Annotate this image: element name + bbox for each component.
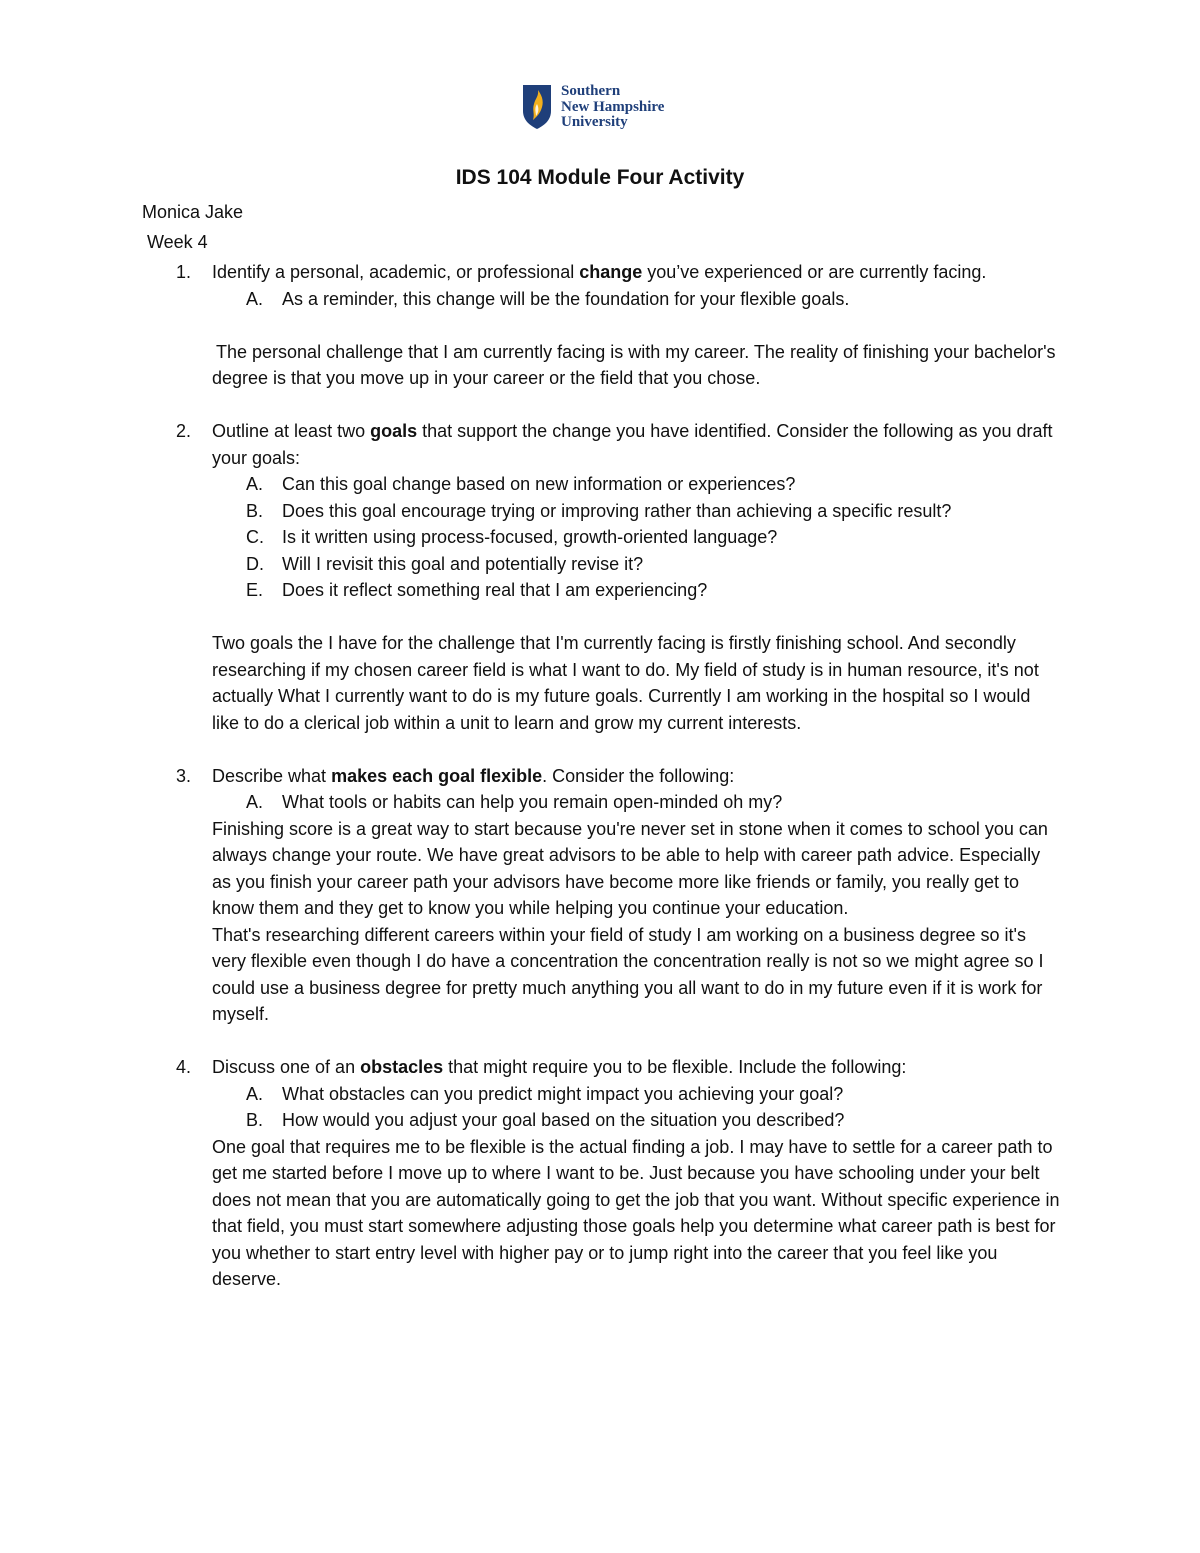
sub-question: [0, 1107, 1200, 1134]
sub-letter: A.: [246, 1083, 264, 1104]
sub-letter: D.: [246, 553, 264, 574]
sub-question: [0, 524, 1200, 551]
sub-text: How would you adjust your goal based on the situation you described?: [282, 1110, 845, 1130]
question-keyword: goals: [370, 421, 418, 441]
question-text: Describe what: [212, 765, 332, 786]
sub-question: [0, 471, 1200, 498]
sub-text: Is it written using process-focused, growth-oriented language?: [282, 527, 778, 547]
question-keyword: makes each goal flexible: [331, 765, 543, 786]
sub-letter: A.: [246, 474, 264, 494]
sub-letter: B.: [246, 500, 264, 521]
answer-3-part-2: That's researching different careers within your field of study I am working on a business degree so it's very flexible even though I do have a concentration the concentration really is not so we might agree so I could use a business degree for pretty much anything you all want to do in my future even if it is work for myself.: [212, 924, 1044, 1024]
answer-2: Two goals the I have for the challenge that I'm currently facing is firstly finishing school. And secondly researching if my chosen career field is what I want to do. My field of study is in human resource, it's not actually What I currently want to do is my future goals. Currently I am working in the hospital so I would like to do a clerical job within a unit to learn and grow my current interests.: [212, 633, 1039, 733]
university-logo: [522, 84, 664, 131]
question-1: [0, 259, 1200, 286]
question-text-end: that might require you to be flexible. Include the following:: [443, 1057, 907, 1077]
question-keyword: obstacles: [360, 1057, 444, 1077]
sub-question: [0, 286, 1200, 313]
author-name: Monica Jake: [142, 202, 244, 222]
question-number: 1.: [176, 262, 192, 282]
sub-question: [0, 1081, 1200, 1108]
week-label: Week 4: [147, 232, 208, 252]
document-body: [0, 259, 1200, 1293]
answer-1: The personal challenge that I am currently facing is with my career. The reality of finishing your bachelor's degree is that you move up in your career or the field that you chose.: [212, 341, 1056, 388]
sub-text: What tools or habits can help you remain open-minded oh my?: [282, 792, 783, 812]
sub-letter: B.: [246, 1110, 264, 1130]
logo-line-1: Southern: [561, 83, 621, 99]
sub-question: [0, 789, 1200, 816]
sub-text: Can this goal change based on new information or experiences?: [282, 474, 796, 494]
question-text: Discuss one of an: [212, 1057, 361, 1077]
question-text: Outline at least two: [212, 421, 371, 441]
sub-letter: A.: [246, 792, 264, 812]
question-text-end: . Consider the following:: [542, 765, 735, 786]
question-text: Identify a personal, academic, or professional: [212, 262, 580, 282]
question-number: 2.: [176, 421, 192, 441]
sub-text: Will I revisit this goal and potentially revise it?: [282, 553, 644, 574]
question-number: 4.: [176, 1057, 192, 1077]
logo-wordmark: [561, 84, 664, 131]
question-text-end: you’ve experienced or are currently facing.: [642, 262, 987, 282]
sub-question: [0, 498, 1200, 525]
question-keyword: change: [579, 262, 643, 282]
sub-text: What obstacles can you predict might impact you achieving your goal?: [282, 1083, 844, 1104]
sub-question: [0, 551, 1200, 578]
logo-line-3: University: [561, 114, 628, 130]
sub-question: [0, 577, 1200, 604]
question-4: [0, 1054, 1200, 1081]
sub-letter: A.: [246, 288, 264, 309]
sub-letter: E.: [246, 580, 264, 600]
sub-text: As a reminder, this change will be the foundation for your flexible goals.: [282, 288, 850, 309]
answer-4: One goal that requires me to be flexible is the actual finding a job. I may have to settle for a career path to get me started before I move up to where I want to be. Just because you have schooling under your belt does not mean that you are automatically going to get the job that you want. Without specific experience in that field, you must start somewhere adjusting those goals help you determine what career path is best for you whether to start entry level with higher pay or to jump right into the career that you feel like you deserve.: [212, 1136, 1060, 1289]
answer-3-part-1: Finishing score is a great way to start because you're never set in stone when it comes to school you can always change your route. We have great advisors to be able to help with career path advice. Especially as you finish your career path your advisors have become more like friends or family, you really get to know them and they get to know you while helping you continue your education.: [212, 818, 1048, 918]
sub-text: Does it reflect something real that I am experiencing?: [282, 580, 708, 600]
question-number: 3.: [176, 765, 192, 786]
sub-letter: C.: [246, 527, 264, 547]
sub-text: Does this goal encourage trying or improving rather than achieving a specific result?: [282, 500, 952, 521]
document-title: IDS 104 Module Four Activity: [455, 166, 745, 189]
shield-flame-icon: [522, 84, 552, 130]
logo-line-2: New Hampshire: [561, 98, 665, 115]
question-2: [0, 418, 1200, 471]
question-text-end: that support the change you have identified. Consider the following as you draft your goals:: [212, 421, 1053, 468]
question-3: [0, 763, 1200, 790]
